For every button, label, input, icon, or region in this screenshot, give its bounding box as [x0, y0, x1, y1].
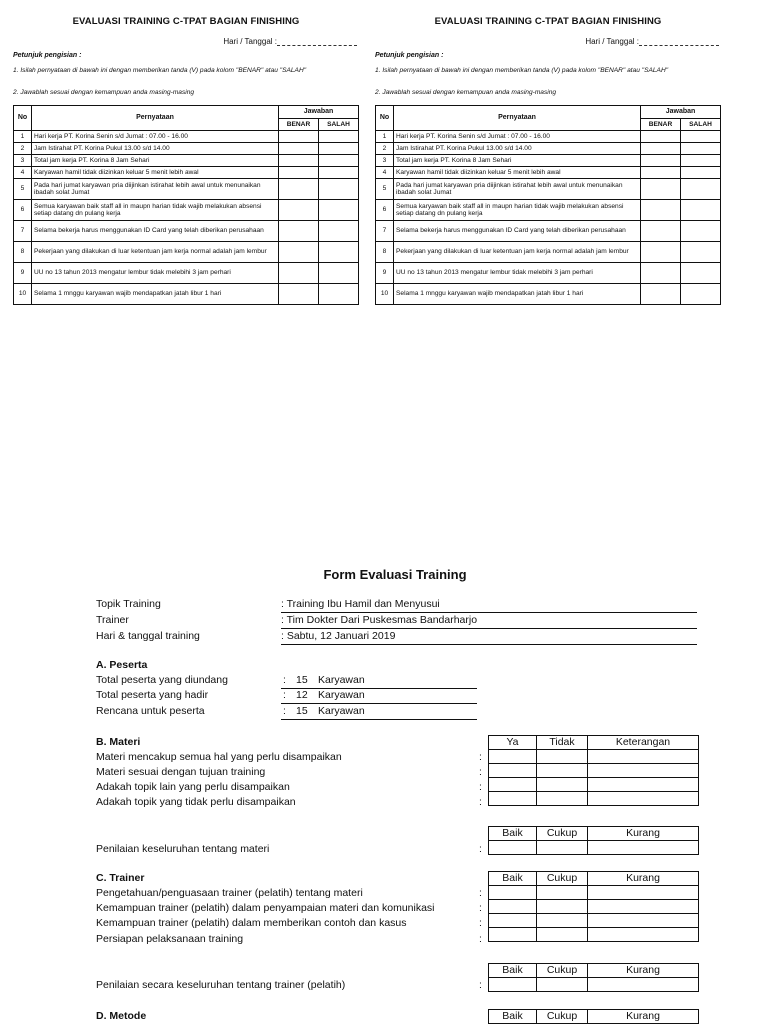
row-statement: Selama 1 mnggu karyawan wajib mendapatkan jatah libur 1 hari: [394, 284, 641, 305]
row-number: 9: [14, 263, 32, 284]
row-number: 6: [376, 200, 394, 221]
header-baik: Baik: [489, 1010, 537, 1024]
topic-underline: [281, 612, 697, 613]
row-number: 4: [14, 167, 32, 179]
trainer-label: Trainer: [96, 614, 129, 626]
answer-true-cell[interactable]: [641, 221, 681, 242]
trainer-underline: [281, 628, 697, 629]
answer-false-cell[interactable]: [681, 143, 721, 155]
answer-true-cell[interactable]: [279, 242, 319, 263]
answer-true-cell[interactable]: [641, 284, 681, 305]
table-row: [489, 792, 699, 806]
answer-false-cell[interactable]: [681, 179, 721, 200]
table-row: [489, 978, 699, 992]
header-kurang: Kurang: [588, 827, 699, 841]
topic-label: Topik Training: [96, 598, 161, 610]
row-number: 2: [376, 143, 394, 155]
trainer-item: Persiapan pelaksanaan training: [96, 933, 244, 945]
section-b-title: B. Materi: [96, 736, 141, 748]
colon: :: [479, 766, 482, 778]
ya-cell[interactable]: [489, 750, 537, 764]
header-cukup: Cukup: [537, 964, 588, 978]
instruction-2: 2. Jawablah sesuai dengan kemampuan anda masing-masing: [13, 89, 195, 96]
quiz-table: [13, 105, 359, 305]
answer-false-cell[interactable]: [319, 179, 359, 200]
invited-count: 15: [296, 674, 308, 686]
table-row: [376, 242, 721, 263]
table-row: [14, 242, 359, 263]
cukup-cell[interactable]: [537, 914, 588, 928]
row-number: 10: [376, 284, 394, 305]
baik-cell[interactable]: [489, 914, 537, 928]
section-a-title: A. Peserta: [96, 659, 148, 671]
row-statement: Pada hari jumat karyawan pria diijinkan istirahat lebih awal untuk menunaikan ibadah solat Jumat: [32, 179, 279, 200]
row-statement: Total jam kerja PT. Korina 8 Jam Sehari: [394, 155, 641, 167]
answer-false-cell[interactable]: [681, 263, 721, 284]
answer-true-cell[interactable]: [641, 167, 681, 179]
attended-label: Total peserta yang hadir: [96, 689, 209, 701]
quiz-table: [375, 105, 721, 305]
answer-false-cell[interactable]: [681, 131, 721, 143]
date-label: Hari / Tanggal :: [585, 37, 639, 46]
row-statement: Semua karyawan baik staff all in maupn harian tidak wajib melakukan absensi setiap datang dn pulang kerja: [394, 200, 641, 221]
ya-cell[interactable]: [489, 792, 537, 806]
answer-false-cell[interactable]: [319, 143, 359, 155]
header-no: No: [376, 106, 394, 131]
baik-cell[interactable]: [489, 978, 537, 992]
answer-true-cell[interactable]: [641, 155, 681, 167]
header-baik: Baik: [489, 827, 537, 841]
answer-true-cell[interactable]: [641, 131, 681, 143]
tidak-cell[interactable]: [537, 750, 588, 764]
trainer-item: Kemampuan trainer (pelatih) dalam penyampaian materi dan komunikasi: [96, 902, 435, 914]
baik-cell[interactable]: [489, 886, 537, 900]
answer-false-cell[interactable]: [681, 242, 721, 263]
row-number: 2: [14, 143, 32, 155]
answer-false-cell[interactable]: [681, 167, 721, 179]
trainer-item: Kemampuan trainer (pelatih) dalam memberikan contoh dan kasus: [96, 917, 407, 929]
header-false: SALAH: [319, 119, 359, 131]
instruction-2: 2. Jawablah sesuai dengan kemampuan anda masing-masing: [375, 89, 557, 96]
header-tidak: Tidak: [537, 736, 588, 750]
attended-count: 12: [296, 689, 308, 701]
answer-true-cell[interactable]: [279, 221, 319, 242]
row-statement: Jam Istirahat PT. Korina Pukul 13.00 s/d 14.00: [394, 143, 641, 155]
table-row: [376, 263, 721, 284]
invited-colon: :: [283, 674, 286, 686]
ya-cell[interactable]: [489, 764, 537, 778]
colon: :: [479, 917, 482, 929]
answer-false-cell[interactable]: [681, 221, 721, 242]
row-number: 3: [376, 155, 394, 167]
cukup-cell[interactable]: [537, 886, 588, 900]
colon: :: [479, 979, 482, 991]
answer-false-cell[interactable]: [681, 284, 721, 305]
ya-cell[interactable]: [489, 778, 537, 792]
answer-false-cell[interactable]: [319, 221, 359, 242]
row-statement: Pekerjaan yang dilakukan di luar ketentuan jam kerja normal adalah jam lembur: [32, 242, 279, 263]
quiz-title: EVALUASI TRAINING C-TPAT BAGIAN FINISHING: [72, 16, 300, 27]
date-label: Hari & tanggal training: [96, 630, 200, 642]
colon: :: [479, 751, 482, 763]
answer-true-cell[interactable]: [641, 179, 681, 200]
kurang-cell[interactable]: [588, 978, 699, 992]
trainer-grid: [488, 871, 699, 942]
materi-grid: [488, 735, 699, 806]
row-statement: Pekerjaan yang dilakukan di luar ketentuan jam kerja normal adalah jam lembur: [394, 242, 641, 263]
trainer-item: Pengetahuan/penguasaan trainer (pelatih) tentang materi: [96, 887, 363, 899]
header-cukup: Cukup: [537, 1010, 588, 1024]
trainer-overall-label: Penilaian secara keseluruhan tentang trainer (pelatih): [96, 979, 346, 991]
table-row: [14, 131, 359, 143]
colon: :: [479, 902, 482, 914]
instruction-1: 1. Isilah pernyataan di bawah ini dengan memberikan tanda (V) pada kolom "BENAR" atau "SALAH": [13, 67, 307, 74]
table-row: [489, 928, 699, 942]
table-row: [14, 143, 359, 155]
table-row: [14, 263, 359, 284]
planned-count: 15: [296, 705, 308, 717]
table-row: [14, 200, 359, 221]
row-statement: Karyawan hamil tidak diizinkan keluar 5 menit lebih awal: [32, 167, 279, 179]
cukup-cell[interactable]: [537, 841, 588, 855]
row-statement: Selama bekerja harus menggunakan ID Card yang telah diberikan perusahaan: [32, 221, 279, 242]
row-number: 7: [376, 221, 394, 242]
row-statement: Total jam kerja PT. Korina 8 Jam Sehari: [32, 155, 279, 167]
baik-cell[interactable]: [489, 900, 537, 914]
table-row: [376, 221, 721, 242]
table-row: [376, 167, 721, 179]
header-cukup: Cukup: [537, 827, 588, 841]
answer-true-cell[interactable]: [279, 143, 319, 155]
form-title: Form Evaluasi Training: [323, 567, 467, 582]
attended-underline: [281, 703, 477, 704]
header-false: SALAH: [681, 119, 721, 131]
keterangan-cell[interactable]: [588, 750, 699, 764]
date-field[interactable]: [223, 37, 357, 46]
table-row: [376, 155, 721, 167]
row-number: 4: [376, 167, 394, 179]
baik-cell[interactable]: [489, 841, 537, 855]
row-statement: Karyawan hamil tidak diizinkan keluar 5 menit lebih awal: [394, 167, 641, 179]
row-statement: Hari kerja PT. Korina Senin s/d Jumat : 07.00 - 16.00: [394, 131, 641, 143]
header-baik: Baik: [489, 872, 537, 886]
row-statement: Jam Istirahat PT. Korina Pukul 13.00 s/d 14.00: [32, 143, 279, 155]
materi-rating-grid: [488, 826, 699, 855]
cukup-cell[interactable]: [537, 978, 588, 992]
table-row: [376, 131, 721, 143]
date-field[interactable]: [585, 37, 719, 46]
colon: :: [479, 887, 482, 899]
instruction-1: 1. Isilah pernyataan di bawah ini dengan memberikan tanda (V) pada kolom "BENAR" atau "SALAH": [375, 67, 669, 74]
answer-true-cell[interactable]: [279, 179, 319, 200]
answer-false-cell[interactable]: [319, 242, 359, 263]
table-row: [376, 179, 721, 200]
row-statement: Hari kerja PT. Korina Senin s/d Jumat : 07.00 - 16.00: [32, 131, 279, 143]
attended-unit: Karyawan: [318, 689, 365, 701]
answer-false-cell[interactable]: [319, 167, 359, 179]
kurang-cell[interactable]: [588, 841, 699, 855]
answer-true-cell[interactable]: [641, 242, 681, 263]
header-statement: Pernyataan: [394, 106, 641, 131]
invited-unit: Karyawan: [318, 674, 365, 686]
kurang-cell[interactable]: [588, 900, 699, 914]
row-number: 7: [14, 221, 32, 242]
table-row: [489, 764, 699, 778]
keterangan-cell[interactable]: [588, 792, 699, 806]
instructions-heading: Petunjuk pengisian :: [375, 52, 444, 59]
table-row: [489, 841, 699, 855]
row-number: 1: [376, 131, 394, 143]
colon: :: [479, 781, 482, 793]
header-true: BENAR: [641, 119, 681, 131]
materi-item: Adakah topik lain yang perlu disampaikan: [96, 781, 290, 793]
answer-true-cell[interactable]: [641, 200, 681, 221]
keterangan-cell[interactable]: [588, 778, 699, 792]
kurang-cell[interactable]: [588, 928, 699, 942]
header-true: BENAR: [279, 119, 319, 131]
header-cukup: Cukup: [537, 872, 588, 886]
header-answer: Jawaban: [279, 106, 359, 119]
quiz-title: EVALUASI TRAINING C-TPAT BAGIAN FINISHING: [434, 16, 662, 27]
answer-true-cell[interactable]: [279, 131, 319, 143]
row-statement: UU no 13 tahun 2013 mengatur lembur tidak melebihi 3 jam perhari: [394, 263, 641, 284]
tidak-cell[interactable]: [537, 792, 588, 806]
materi-item: Materi mencakup semua hal yang perlu disampaikan: [96, 751, 342, 763]
invited-label: Total peserta yang diundang: [96, 674, 228, 686]
metode-grid: [488, 1009, 699, 1024]
date-underline: [281, 644, 697, 645]
planned-colon: :: [283, 705, 286, 717]
header-keterangan: Keterangan: [588, 736, 699, 750]
header-answer: Jawaban: [641, 106, 721, 119]
answer-false-cell[interactable]: [319, 263, 359, 284]
kurang-cell[interactable]: [588, 914, 699, 928]
table-row: [14, 167, 359, 179]
answer-false-cell[interactable]: [319, 155, 359, 167]
invited-underline: [281, 688, 477, 689]
planned-label: Rencana untuk peserta: [96, 705, 205, 717]
baik-cell[interactable]: [489, 928, 537, 942]
tidak-cell[interactable]: [537, 764, 588, 778]
table-row: [14, 179, 359, 200]
header-kurang: Kurang: [588, 964, 699, 978]
header-kurang: Kurang: [588, 872, 699, 886]
row-number: 8: [14, 242, 32, 263]
row-number: 5: [14, 179, 32, 200]
topic-value: : Training Ibu Hamil dan Menyusui: [281, 598, 440, 610]
row-number: 6: [14, 200, 32, 221]
materi-item: Materi sesuai dengan tujuan training: [96, 766, 266, 778]
date-value: : Sabtu, 12 Januari 2019: [281, 630, 396, 642]
trainer-value: : Tim Dokter Dari Puskesmas Bandarharjo: [281, 614, 478, 626]
instructions-heading: Petunjuk pengisian :: [13, 52, 82, 59]
row-number: 8: [376, 242, 394, 263]
materi-overall-label: Penilaian keseluruhan tentang materi: [96, 843, 270, 855]
table-row: [14, 284, 359, 305]
answer-true-cell[interactable]: [279, 155, 319, 167]
row-number: 9: [376, 263, 394, 284]
table-row: [376, 200, 721, 221]
tidak-cell[interactable]: [537, 778, 588, 792]
answer-true-cell[interactable]: [279, 200, 319, 221]
row-statement: Semua karyawan baik staff all in maupn harian tidak wajib melakukan absensi setiap datang dn pulang kerja: [32, 200, 279, 221]
colon: :: [479, 796, 482, 808]
row-statement: Pada hari jumat karyawan pria diijinkan istirahat lebih awal untuk menunaikan ibadah solat Jumat: [394, 179, 641, 200]
colon: :: [479, 843, 482, 855]
materi-item: Adakah topik yang tidak perlu disampaikan: [96, 796, 296, 808]
table-row: [489, 914, 699, 928]
row-statement: Selama 1 mnggu karyawan wajib mendapatkan jatah libur 1 hari: [32, 284, 279, 305]
table-row: [376, 143, 721, 155]
table-row: [376, 284, 721, 305]
kurang-cell[interactable]: [588, 886, 699, 900]
answer-true-cell[interactable]: [279, 284, 319, 305]
header-kurang: Kurang: [588, 1010, 699, 1024]
keterangan-cell[interactable]: [588, 764, 699, 778]
row-number: 1: [14, 131, 32, 143]
row-number: 3: [14, 155, 32, 167]
trainer-rating-grid: [488, 963, 699, 992]
planned-unit: Karyawan: [318, 705, 365, 717]
answer-true-cell[interactable]: [641, 143, 681, 155]
answer-true-cell[interactable]: [279, 167, 319, 179]
header-ya: Ya: [489, 736, 537, 750]
header-baik: Baik: [489, 964, 537, 978]
answer-false-cell[interactable]: [319, 131, 359, 143]
table-row: [489, 900, 699, 914]
cukup-cell[interactable]: [537, 900, 588, 914]
attended-colon: :: [283, 689, 286, 701]
cukup-cell[interactable]: [537, 928, 588, 942]
answer-false-cell[interactable]: [319, 284, 359, 305]
answer-false-cell[interactable]: [681, 155, 721, 167]
section-c-title: C. Trainer: [96, 872, 145, 884]
section-d-title: D. Metode: [96, 1010, 147, 1022]
table-row: [14, 155, 359, 167]
row-number: 5: [376, 179, 394, 200]
header-no: No: [14, 106, 32, 131]
header-statement: Pernyataan: [32, 106, 279, 131]
row-statement: UU no 13 tahun 2013 mengatur lembur tidak melebihi 3 jam perhari: [32, 263, 279, 284]
table-row: [489, 886, 699, 900]
table-row: [14, 221, 359, 242]
table-row: [489, 750, 699, 764]
answer-false-cell[interactable]: [319, 200, 359, 221]
answer-true-cell[interactable]: [641, 263, 681, 284]
answer-true-cell[interactable]: [279, 263, 319, 284]
row-statement: Selama bekerja harus menggunakan ID Card yang telah diberikan perusahaan: [394, 221, 641, 242]
table-row: [489, 778, 699, 792]
colon: :: [479, 933, 482, 945]
answer-false-cell[interactable]: [681, 200, 721, 221]
row-number: 10: [14, 284, 32, 305]
date-label: Hari / Tanggal :: [223, 37, 277, 46]
planned-underline: [281, 719, 477, 720]
